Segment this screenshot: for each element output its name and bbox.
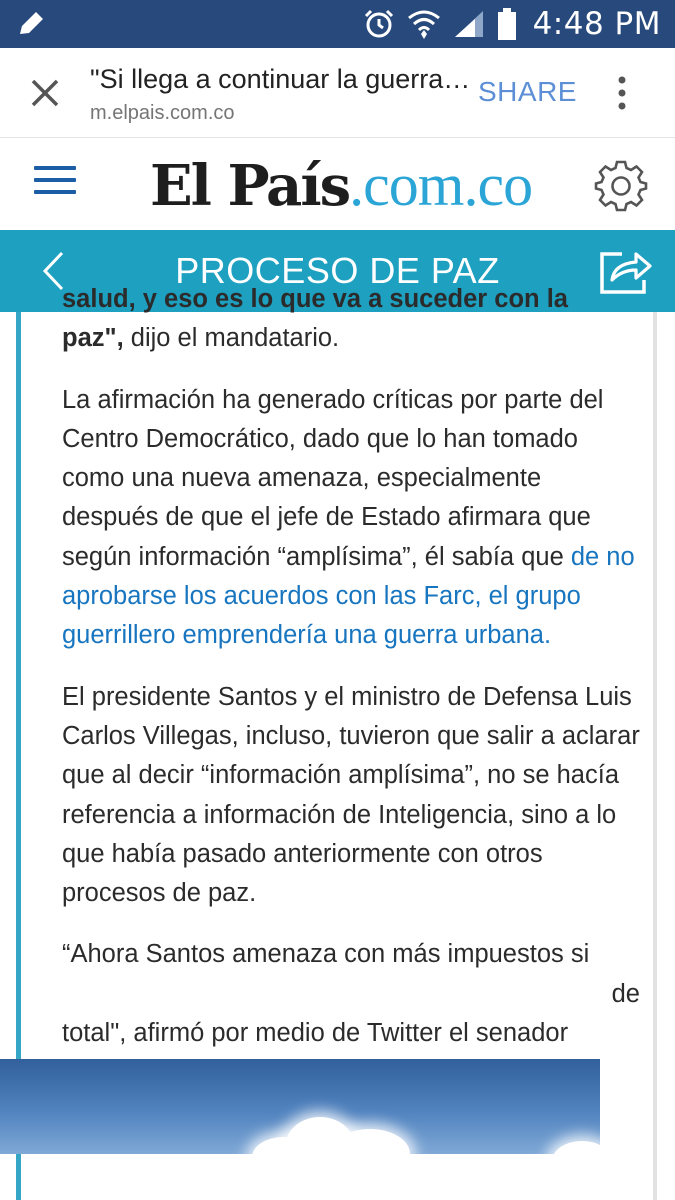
article-right-edge — [653, 312, 657, 1200]
hamburger-menu-icon[interactable] — [34, 166, 76, 198]
article-paragraph — [62, 280, 642, 359]
cloud-graphic — [330, 1129, 410, 1179]
close-icon[interactable] — [28, 76, 62, 110]
alarm-icon — [363, 8, 395, 40]
page-title: "Si llega a continuar la guerra… — [90, 64, 471, 94]
paragraph-line-partial: de — [611, 979, 640, 1008]
logo-name: El País — [150, 153, 350, 219]
battery-icon — [497, 8, 517, 40]
article-paragraph: El presidente Santos y el ministro de Defensa Luis Carlos Villegas, incluso, tuvieron que salir a aclarar que al decir “información amplísima”, no se hacía referencia a información de Inteligencia, sino a lo que había pasado anteriormente con otros procesos de paz. — [62, 682, 640, 908]
quote-bold: paz", — [62, 324, 124, 353]
site-header — [0, 138, 675, 230]
site-logo[interactable] — [150, 150, 532, 220]
page-url: m.elpais.com.co — [90, 102, 235, 124]
section-title: PROCESO DE PAZ — [175, 250, 500, 291]
article-link[interactable]: de no aprobarse los acuerdos con las Farc, el grupo guerrillero emprendería una guerra urbana. — [62, 542, 635, 650]
article-paragraph — [62, 381, 642, 656]
overflow-menu-icon[interactable] — [610, 74, 634, 114]
logo-domain: .com.co — [349, 152, 533, 218]
browser-toolbar — [0, 48, 675, 138]
quote-bold-cut: salud, y eso es lo que va a suceder con la — [62, 285, 568, 313]
paragraph-line: total", afirmó por medio de Twitter el senador — [62, 1019, 569, 1048]
quote-attribution: dijo el mandatario. — [123, 324, 340, 353]
article-text — [62, 280, 642, 1115]
share-button[interactable]: SHARE — [478, 76, 577, 107]
paragraph-text: La afirmación ha generado críticas por parte del Centro Democrático, dado que lo han tomado como una nueva amenaza, especialmente después de que el jefe de Estado afirmara que según información “amplísima”, él sabía que — [62, 385, 604, 571]
settings-gear-icon[interactable] — [594, 158, 648, 212]
wifi-icon — [407, 8, 441, 40]
signal-icon — [453, 9, 485, 39]
paragraph-line: “Ahora Santos amenaza con más impuestos si — [62, 940, 590, 969]
status-bar — [0, 0, 675, 48]
ad-banner[interactable] — [0, 1059, 600, 1154]
pen-icon — [16, 10, 46, 38]
clock-time: 4:48 PM — [532, 6, 661, 42]
cloud-graphic — [552, 1141, 612, 1181]
